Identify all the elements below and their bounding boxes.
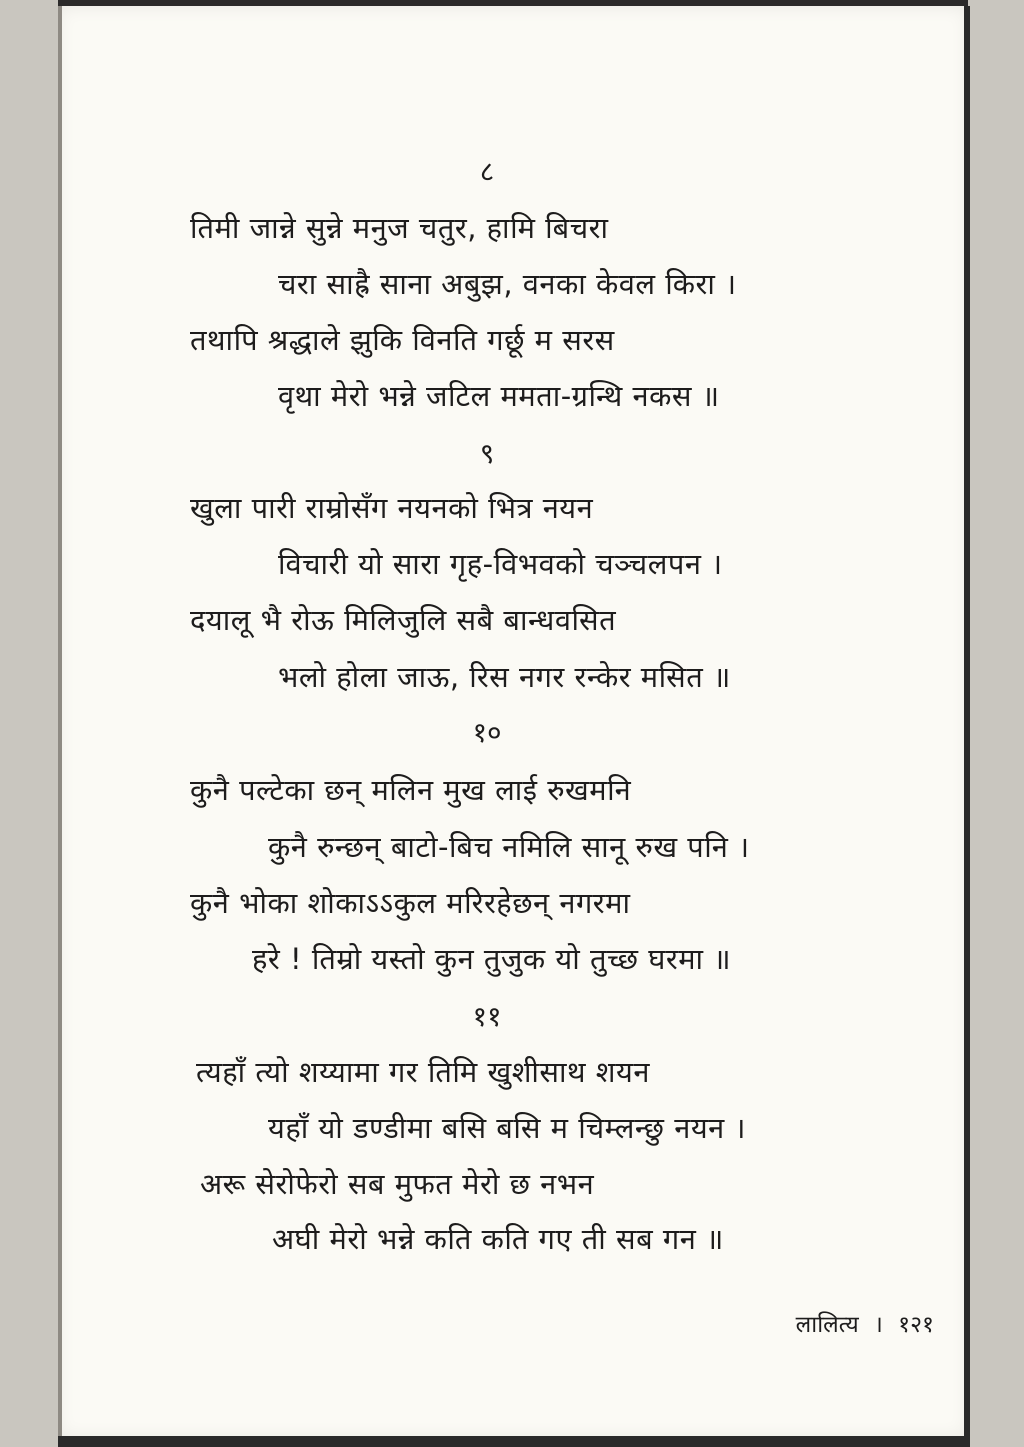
page-number: १२१ xyxy=(898,1312,934,1338)
stanza-number: ११ xyxy=(472,1000,502,1033)
poem-line: यहाँ यो डण्डीमा बसि बसि म चिम्लन्छु नयन । xyxy=(268,1111,746,1145)
poem-line: हरे ! तिम्रो यस्तो कुन तुजुक यो तुच्छ घरमा ॥ xyxy=(252,942,732,976)
page-footer xyxy=(788,1310,934,1340)
poem-line: अघी मेरो भन्ने कति कति गए ती सब गन ॥ xyxy=(272,1222,724,1256)
poem-line: दयालू भै रोऊ मिलिजुलि सबै बान्धवसित xyxy=(190,603,617,637)
poem-line: विचारी यो सारा गृह-विभवको चञ्चलपन । xyxy=(278,547,723,581)
poem-line: कुनै रुन्छन् बाटो-बिच नमिलि सानू रुख पनि । xyxy=(268,830,750,864)
stanza-number: ८ xyxy=(479,155,495,188)
poem-line: कुनै पल्टेका छन् मलिन मुख लाई रुखमनि xyxy=(190,773,632,807)
footer-separator: । xyxy=(874,1312,883,1338)
stanza-number: १० xyxy=(472,716,502,749)
poem-line: त्यहाँ त्यो शय्यामा गर तिमि खुशीसाथ शयन xyxy=(196,1055,650,1089)
stanza-number: ९ xyxy=(479,437,495,470)
poem-line: चरा साह्रै साना अबुझ, वनका केवल किरा । xyxy=(278,267,737,301)
poem-line: तिमी जान्ने सुन्ने मनुज चतुर, हामि बिचरा xyxy=(190,211,609,245)
poem-line: खुला पारी राम्रोसँग नयनको भित्र नयन xyxy=(190,491,594,525)
poem-line: वृथा मेरो भन्ने जटिल ममता-ग्रन्थि नकस ॥ xyxy=(278,379,720,413)
book-title: लालित्य xyxy=(795,1312,859,1338)
poem-line: अरू सेरोफेरो सब मुफत मेरो छ नभन xyxy=(200,1167,595,1201)
poem-line: कुनै भोका शोकाऽऽकुल मरिरहेछन् नगरमा xyxy=(190,886,631,920)
poem-line: भलो होला जाऊ, रिस नगर रन्केर मसित ॥ xyxy=(278,660,731,694)
poem-line: तथापि श्रद्धाले झुकि विनति गर्छू म सरस xyxy=(190,323,615,357)
